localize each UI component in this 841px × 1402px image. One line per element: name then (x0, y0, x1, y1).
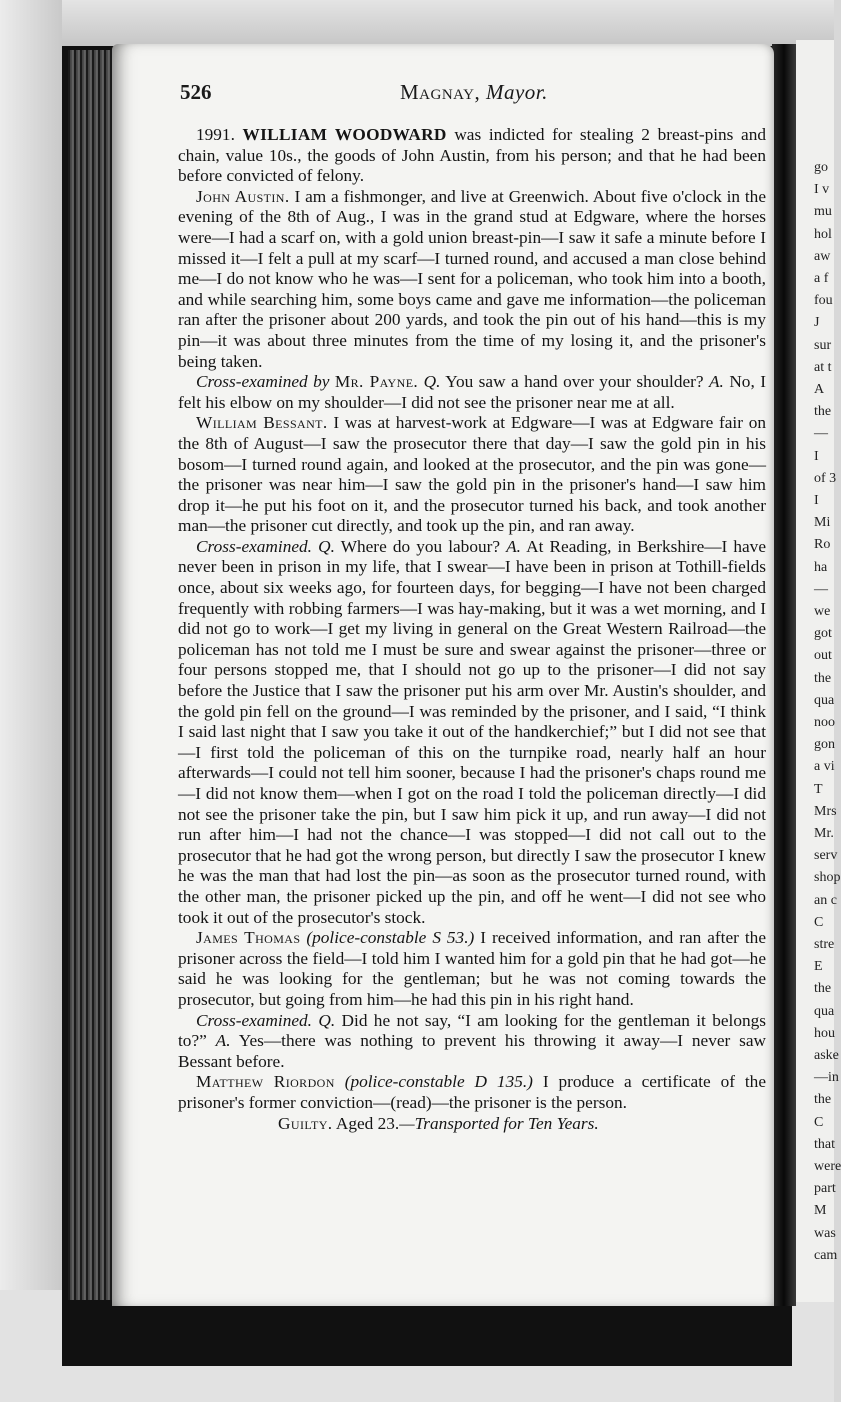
facing-page-fragment: got (814, 626, 832, 642)
facing-page-fragment: that (814, 1136, 835, 1152)
facing-page-fragment: hou (814, 1025, 835, 1041)
facing-page-fragment: a vi (814, 759, 835, 775)
testimony-text: I produce a certificate of the prisoner's former conviction—(read)—the prisoner is the person. (178, 1072, 766, 1112)
facing-page-fragment: — (814, 426, 828, 442)
page-header (180, 80, 740, 110)
cross-label: Cross-examined. (196, 536, 312, 556)
facing-page-fragment: I (814, 493, 819, 508)
testimony-text: I was at harvest-work at Edgware—I was at Edgware fair on the 8th of August—I saw the prosecutor there that day—I saw the gold pin in his bosom—I turned round again, and looked at the prosecutor, and the pin was gone—the prisoner was near him—I saw the gold pin in the prisoner's hand—I saw him drop it—he put his foot on it, and the prosecutor turned his back, and took another man—the prisoner cut directly, and took up the pin, and ran away. (178, 413, 767, 536)
facing-page-fragment: Mi (814, 515, 831, 531)
question-marker: Q. (318, 536, 335, 556)
answer-marker: A. (215, 1031, 231, 1051)
answer-text: At Reading, in Berkshire—I have never been in prison in my life, that I swear—I have been in prison at Tothill-fields once, about six weeks ago, for fourteen days, for begging—I have not been charged frequently with robbing farmers—I was hay-making, but it was a wet morning, and I did not go to work—I get my living in general on the Great Western Railroad—the policeman has not told me I must be sure and swear against the prisoner—three or four persons stopped me, that I should not go up to the prisoner—I did not say before the Justice that I saw the prisoner put his arm over Mr. Austin's shoulder, and the gold pin fell on the ground—I was reminded by the prisoner, and I said, “I think I said last night that I saw you take it out of the handkerchief;” but I did not see that—I first told the policeman of this on the turnpike road, nearly half an hour afterwards—I could not tell him sooner, because I had the prisoner's chaps round me—I did not know them—when I got on the road I told the policeman directly—I did not see the prisoner take the pin, but I saw him pick it up, and run away—I did not run after him—I had not the chance—I was stopped—I did not call out to the prosecutor that he had got the wrong person, but directly I saw the prosecutor I knew he was the man that had lost the pin—as soon as the prosecutor turned round, with the other man, the prisoner picked up the pin, and off he went—I did not see who took it out of the prosecutor's stock. (178, 536, 766, 927)
facing-page-fragment: part (814, 1181, 836, 1197)
cross-examination-bessant (178, 537, 766, 928)
facing-page-fragment: qua (814, 1003, 835, 1019)
question-marker: Q. (318, 1010, 336, 1030)
verdict-sentence: —Transported for Ten Years. (399, 1113, 599, 1133)
facing-page-fragment: I v (814, 182, 830, 198)
verdict-age: Aged 23. (335, 1113, 400, 1133)
facing-page-fragment: T (814, 781, 823, 797)
running-title (400, 80, 548, 105)
facing-page-fragment: stre (814, 937, 835, 952)
running-title-name: Magnay, (400, 80, 481, 104)
facing-page-fragment: gon (814, 737, 835, 753)
facing-page-fragment: qua (814, 692, 835, 708)
cross-label: Cross-examined by (196, 372, 330, 392)
facing-page-fragment: cam (814, 1247, 838, 1263)
facing-page-fragment: I (814, 448, 819, 464)
witness-name: William Bessant. (196, 413, 328, 433)
facing-page-fragment: of 3 (814, 470, 837, 486)
cross-label: Cross-examined. (196, 1010, 312, 1030)
trial-report (178, 125, 766, 1134)
witness-role: (police-constable D 135.) (344, 1072, 533, 1092)
testimony-austin (178, 187, 766, 372)
verdict (178, 1114, 766, 1135)
answer-marker: A. (506, 536, 522, 556)
facing-page-fragment: fou (814, 293, 833, 309)
facing-page-fragment: hol (814, 226, 832, 242)
book-gutter (772, 44, 796, 1306)
answer-text: Yes—there was nothing to prevent his throwing it away—I never saw Bessant before. (178, 1031, 766, 1071)
facing-page-fragment: sur (814, 337, 832, 353)
facing-page-fragment: was (814, 1225, 836, 1241)
answer-marker: A. (709, 372, 724, 392)
question-marker: Q. (423, 372, 441, 392)
witness-name: John Austin. (196, 186, 290, 206)
facing-page-fragment: E (814, 959, 823, 975)
facing-page-fragment: — (814, 581, 828, 597)
indictment-text: was indicted for stealing 2 breast-pins and chain, value 10s., the goods of John Austin, from his person; and that he had been before convicted of felony. (178, 125, 766, 186)
counsel-name: Mr. Payne. (334, 372, 419, 392)
facing-page-fragment: aske (814, 1048, 839, 1063)
testimony-text: I am a fishmonger, and live at Greenwich. About five o'clock in the evening of the 8th of Aug., I was in the grand stud at Edgware, where the horses were—I had a scarf on, with a gold union breast-pin—I saw it safe a minute before I missed it—I felt a pull at my scarf—I turned round, and accused a man close behind me—I do not know who he was—I sent for a policeman, who took him into a booth, and while searching him, some boys came and gave me information—the policeman ran after the prisoner about 200 yards, and took the pin out of his hand—this is my pin—it was about three minutes from the time of my losing it, and the prisoner's being taken. (178, 186, 766, 371)
facing-page-fragment: Ro (814, 537, 831, 553)
witness-role: (police-constable S 53.) (306, 928, 475, 948)
testimony-text: I received information, and ran after the prisoner across the field—I told him I wanted him for a gold pin that he had got—he said he was looking for the gentleman; but he was not coming towards the prosecutor, but going from him—he had this pin in his right hand. (178, 928, 766, 1009)
scan-left-margin (0, 0, 62, 1402)
facing-page-fragment: the (814, 670, 832, 686)
witness-name: James Thomas (196, 928, 301, 948)
facing-page-fragment: a f (814, 271, 829, 286)
testimony-riordon (178, 1072, 766, 1113)
case-number: 1991. (196, 125, 235, 144)
facing-page (796, 40, 841, 1302)
cross-examination-austin (178, 372, 766, 413)
facing-page-fragment: at t (814, 359, 832, 375)
page-number: 526 (180, 80, 212, 104)
facing-page-fragment: out (814, 648, 832, 664)
facing-page-fragment: —in (814, 1070, 839, 1086)
facing-page-fragment: go (814, 160, 828, 175)
defendant-name: WILLIAM WOODWARD (242, 125, 447, 144)
facing-page-fragment: M (814, 1203, 827, 1219)
testimony-bessant (178, 413, 766, 537)
witness-name: Matthew Riordon (196, 1072, 335, 1092)
facing-page-fragment: an c (814, 892, 837, 908)
facing-page-fragment: mu (814, 204, 832, 220)
verdict-result: Guilty. (278, 1113, 333, 1133)
facing-page-fragment: Mrs (814, 803, 837, 819)
case-paragraph (178, 125, 766, 187)
facing-page-fragment: shop (814, 870, 841, 886)
testimony-thomas (178, 928, 766, 1010)
running-title-office: Mayor. (485, 80, 548, 104)
answer-text: No, I felt his elbow on my shoulder—I did not see the prisoner near me at all. (178, 372, 766, 412)
facing-page-fragment: C (814, 1114, 824, 1130)
facing-page-fragment: aw (814, 248, 831, 264)
facing-page-fragment: the (814, 981, 832, 997)
facing-page-fragment: J (814, 315, 820, 331)
question-text: You saw a hand over your shoulder? (445, 372, 704, 392)
facing-page-fragment: we (814, 604, 831, 619)
question-text: Where do you labour? (340, 536, 501, 556)
facing-page-fragment: were (814, 1159, 841, 1174)
facing-page-fragment: the (814, 1092, 832, 1108)
facing-page-fragment: C (814, 914, 824, 930)
cross-examination-thomas (178, 1011, 766, 1073)
facing-page-fragment: A (814, 382, 825, 397)
facing-page-fragment: noo (814, 715, 835, 730)
question-text: Did he not say, “I am looking for the gentleman it belongs to?” (178, 1010, 766, 1051)
facing-page-fragment: serv (814, 848, 838, 864)
facing-page-fragment: Mr. (814, 826, 834, 841)
facing-page-fragment: the (814, 404, 832, 420)
facing-page-fragment: ha (814, 559, 828, 575)
page-edges (68, 50, 116, 1300)
